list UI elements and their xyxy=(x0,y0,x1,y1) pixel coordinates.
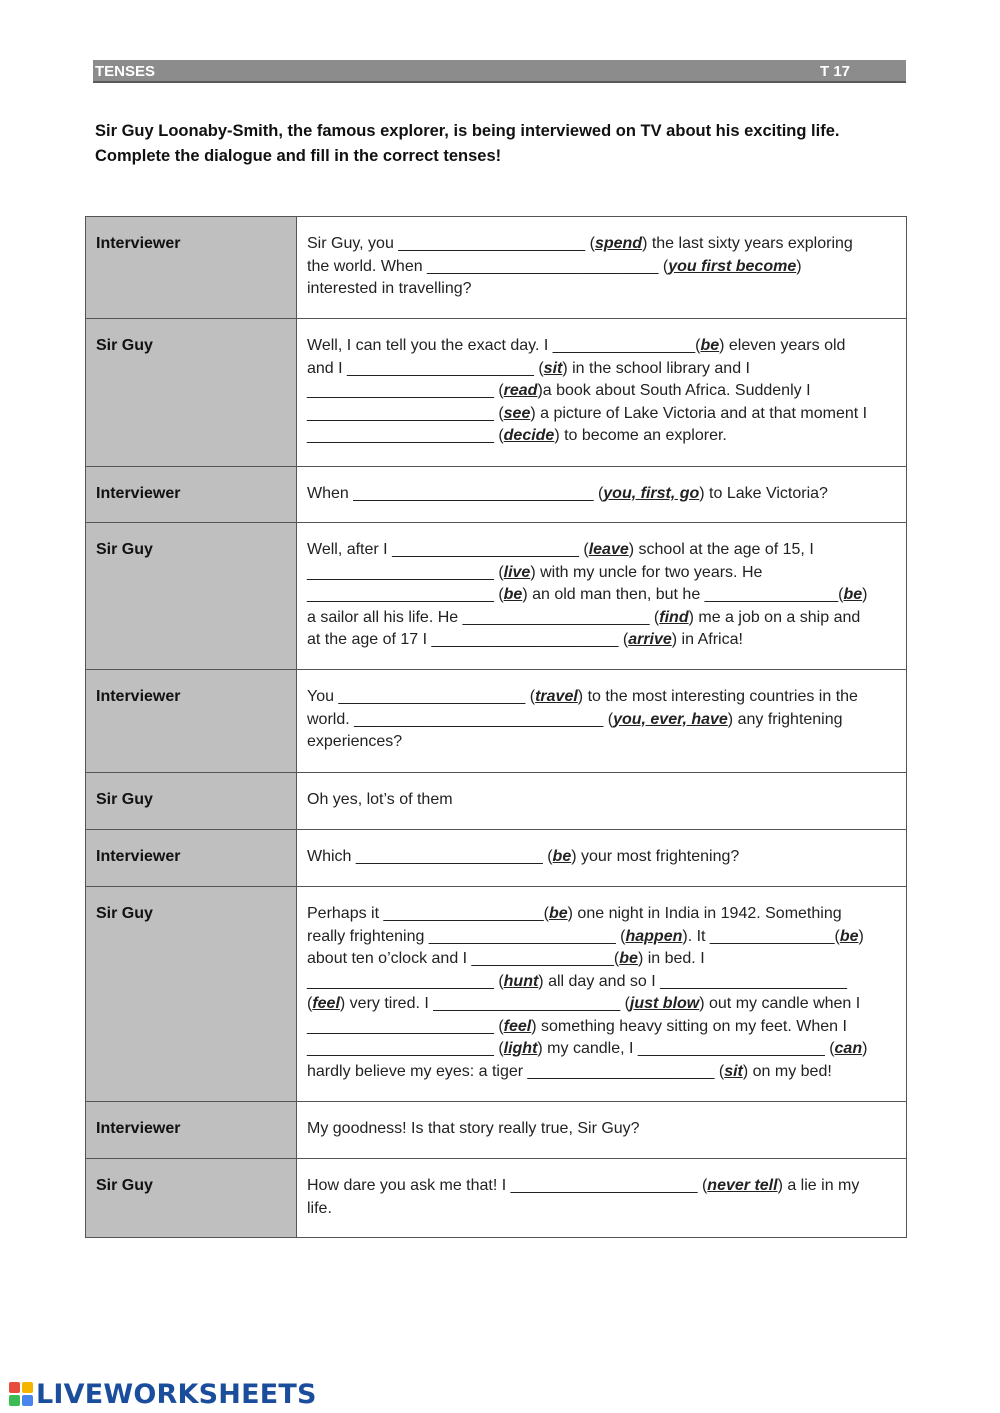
dialogue-line xyxy=(307,358,896,381)
dialogue-text: _____________________ ( xyxy=(307,563,504,581)
header-topic: TENSES xyxy=(95,63,156,80)
verb-prompt: you first become xyxy=(668,257,797,275)
dialogue-row xyxy=(86,887,907,1102)
dialogue-text: _____________________ ( xyxy=(307,427,504,444)
dialogue-line xyxy=(307,425,896,448)
dialogue-text: Perhaps it __________________( xyxy=(307,905,549,922)
dialogue-text: Which _____________________ ( xyxy=(307,848,553,865)
verb-prompt: sit xyxy=(543,359,563,377)
speaker-cell: Sir Guy xyxy=(86,523,297,670)
verb-prompt: be xyxy=(843,586,863,603)
dialogue-text: world. ____________________________ ( xyxy=(307,710,614,728)
dialogue-line xyxy=(307,709,896,732)
dialogue-text: ) a picture of Lake Victoria and at that moment I xyxy=(530,404,868,422)
dialogue-text: at the age of 17 I _____________________ ( xyxy=(307,631,629,648)
verb-prompt: be xyxy=(839,927,859,945)
dialogue-line xyxy=(307,971,896,994)
dialogue-text-cell xyxy=(297,773,907,830)
speaker-cell: Sir Guy xyxy=(86,887,297,1102)
dialogue-text: life. xyxy=(307,1199,332,1217)
dialogue-text: )a book about South Africa. Suddenly I xyxy=(537,382,811,399)
dialogue-row xyxy=(86,467,907,523)
dialogue-text: How dare you ask me that! I _____________________ ( xyxy=(307,1177,708,1194)
dialogue-text: the world. When __________________________ ( xyxy=(307,257,669,275)
verb-prompt: see xyxy=(503,404,531,422)
dialogue-text: ) to Lake Victoria? xyxy=(699,485,828,502)
dialogue-text: ) something heavy sitting on my feet. When I xyxy=(531,1017,847,1035)
verb-prompt: sit xyxy=(724,1062,743,1080)
dialogue-text: Well, I can tell you the exact day. I ________________( xyxy=(307,337,701,354)
dialogue-line xyxy=(307,903,896,926)
dialogue-line xyxy=(307,926,896,949)
verb-prompt: hunt xyxy=(503,972,539,990)
dialogue-row xyxy=(86,1102,907,1159)
dialogue-table xyxy=(85,216,907,1238)
dialogue-text-cell xyxy=(297,830,907,887)
dialogue-line xyxy=(307,993,896,1016)
speaker-cell: Interviewer xyxy=(86,467,297,523)
dialogue-line xyxy=(307,629,896,652)
dialogue-text: interested in travelling? xyxy=(307,280,472,297)
dialogue-text: ) with my uncle for two years. He xyxy=(530,563,763,581)
verb-prompt: feel xyxy=(503,1017,532,1035)
dialogue-text: ) my candle, I _____________________ ( xyxy=(537,1040,835,1057)
dialogue-text: ). It ______________( xyxy=(682,927,840,945)
dialogue-text: ) to the most interesting countries in the xyxy=(577,688,858,705)
dialogue-line xyxy=(307,233,896,256)
dialogue-text: _____________________ ( xyxy=(307,972,504,990)
instructions-line-1: Sir Guy Loonaby-Smith, the famous explorer, is being interviewed on TV about his exciting life. xyxy=(95,122,840,140)
dialogue-text: ) xyxy=(862,1040,868,1057)
verb-prompt: happen xyxy=(625,927,683,945)
dialogue-text: Sir Guy, you _____________________ ( xyxy=(307,235,595,252)
liveworksheets-logo-icon xyxy=(8,1381,34,1407)
instructions xyxy=(95,119,915,169)
dialogue-line xyxy=(307,278,896,301)
verb-prompt: can xyxy=(834,1040,863,1057)
dialogue-line xyxy=(307,1198,896,1221)
dialogue-line xyxy=(307,1118,896,1141)
dialogue-text: ) all day and so I _____________________ xyxy=(538,972,848,990)
dialogue-text: about ten o’clock and I ________________( xyxy=(307,950,620,967)
dialogue-text: ) the last sixty years exploring xyxy=(642,235,853,252)
dialogue-text: ) one night in India in 1942. Something xyxy=(567,905,842,922)
dialogue-text: ( xyxy=(307,995,313,1012)
dialogue-text: experiences? xyxy=(307,733,403,750)
dialogue-text: ) in Africa! xyxy=(671,631,743,648)
dialogue-text: hardly believe my eyes: a tiger _____________________ ( xyxy=(307,1062,725,1080)
speaker-cell: Sir Guy xyxy=(86,319,297,467)
footer-logo[interactable] xyxy=(8,1378,317,1410)
dialogue-line xyxy=(307,335,896,358)
dialogue-text: ) a lie in my xyxy=(777,1177,860,1194)
verb-prompt: light xyxy=(503,1040,538,1057)
dialogue-text-cell xyxy=(297,319,907,467)
speaker-cell: Sir Guy xyxy=(86,773,297,830)
dialogue-text: ) in the school library and I xyxy=(562,359,750,377)
verb-prompt: you, ever, have xyxy=(613,710,728,728)
dialogue-row xyxy=(86,670,907,773)
dialogue-line xyxy=(307,607,896,630)
verb-prompt: be xyxy=(619,950,638,967)
dialogue-text: ) on my bed! xyxy=(742,1062,832,1080)
dialogue-text-cell xyxy=(297,523,907,670)
dialogue-line xyxy=(307,1175,896,1198)
dialogue-line xyxy=(307,539,896,562)
dialogue-line xyxy=(307,562,896,585)
dialogue-text: ) very tired. I _____________________ ( xyxy=(339,995,630,1012)
dialogue-row xyxy=(86,217,907,319)
speaker-cell: Interviewer xyxy=(86,670,297,773)
verb-prompt: you, first, go xyxy=(603,485,700,502)
verb-prompt: be xyxy=(700,337,720,354)
logo-text: LIVEWORKSHEETS xyxy=(36,1378,317,1410)
verb-prompt: leave xyxy=(588,541,629,558)
speaker-cell: Interviewer xyxy=(86,830,297,887)
dialogue-body xyxy=(86,217,907,1238)
instructions-line-2: Complete the dialogue and fill in the correct tenses! xyxy=(95,147,502,165)
dialogue-text: ) in bed. I xyxy=(637,950,705,967)
verb-prompt: read xyxy=(503,382,538,399)
dialogue-text: ) to become an explorer. xyxy=(554,427,727,444)
dialogue-text: ) me a job on a ship and xyxy=(688,608,861,626)
verb-prompt: travel xyxy=(535,688,578,705)
dialogue-line xyxy=(307,789,896,812)
verb-prompt: live xyxy=(503,563,531,581)
dialogue-text: ) xyxy=(858,927,864,945)
verb-prompt: arrive xyxy=(628,631,672,648)
dialogue-text: ) your most frightening? xyxy=(571,848,740,865)
dialogue-line xyxy=(307,948,896,971)
dialogue-text: My goodness! Is that story really true, Sir Guy? xyxy=(307,1120,640,1137)
dialogue-text: _____________________ ( xyxy=(307,1040,504,1057)
dialogue-text-cell xyxy=(297,670,907,773)
speaker-cell: Interviewer xyxy=(86,217,297,319)
verb-prompt: find xyxy=(659,608,689,626)
dialogue-text: You _____________________ ( xyxy=(307,688,536,705)
dialogue-text: ) eleven years old xyxy=(719,337,846,354)
dialogue-text: When ___________________________ ( xyxy=(307,485,604,502)
dialogue-line xyxy=(307,483,896,506)
verb-prompt: be xyxy=(503,586,523,603)
dialogue-text: _____________________ ( xyxy=(307,382,504,399)
dialogue-text: Oh yes, lot’s of them xyxy=(307,791,453,808)
speaker-cell: Interviewer xyxy=(86,1102,297,1159)
verb-prompt: decide xyxy=(503,427,555,444)
dialogue-text: ) an old man then, but he _______________( xyxy=(522,586,844,603)
verb-prompt: spend xyxy=(594,235,643,252)
dialogue-text: _____________________ ( xyxy=(307,404,504,422)
dialogue-row xyxy=(86,773,907,830)
dialogue-row xyxy=(86,830,907,887)
dialogue-line xyxy=(307,584,896,607)
dialogue-text: really frightening _____________________ ( xyxy=(307,927,626,945)
dialogue-text: ) any frightening xyxy=(727,710,843,728)
dialogue-row xyxy=(86,1159,907,1238)
speaker-cell: Sir Guy xyxy=(86,1159,297,1238)
dialogue-text: ) school at the age of 15, I xyxy=(628,541,814,558)
verb-prompt: feel xyxy=(312,995,340,1012)
dialogue-text-cell xyxy=(297,217,907,319)
dialogue-text: and I _____________________ ( xyxy=(307,359,544,377)
header-bar xyxy=(93,60,906,83)
dialogue-text-cell xyxy=(297,1159,907,1238)
dialogue-row xyxy=(86,319,907,467)
dialogue-text-cell xyxy=(297,1102,907,1159)
dialogue-line xyxy=(307,256,896,279)
dialogue-text-cell xyxy=(297,467,907,523)
dialogue-text-cell xyxy=(297,887,907,1102)
dialogue-row xyxy=(86,523,907,670)
dialogue-line xyxy=(307,1016,896,1039)
dialogue-text: ) xyxy=(796,257,802,275)
worksheet-code: T 17 xyxy=(820,63,851,80)
dialogue-text: _____________________ ( xyxy=(307,586,504,603)
dialogue-line xyxy=(307,686,896,709)
verb-prompt: never tell xyxy=(707,1177,778,1194)
dialogue-line xyxy=(307,1061,896,1084)
dialogue-line xyxy=(307,403,896,426)
dialogue-line xyxy=(307,846,896,869)
dialogue-text: ) xyxy=(862,586,868,603)
verb-prompt: be xyxy=(548,905,568,922)
dialogue-text: Well, after I _____________________ ( xyxy=(307,541,589,558)
dialogue-text: _____________________ ( xyxy=(307,1017,504,1035)
dialogue-line xyxy=(307,380,896,403)
verb-prompt: just blow xyxy=(629,995,700,1012)
dialogue-text: a sailor all his life. He _____________________ ( xyxy=(307,608,660,626)
dialogue-line xyxy=(307,731,896,754)
dialogue-text: ) out my candle when I xyxy=(699,995,861,1012)
verb-prompt: be xyxy=(552,848,572,865)
dialogue-line xyxy=(307,1038,896,1061)
